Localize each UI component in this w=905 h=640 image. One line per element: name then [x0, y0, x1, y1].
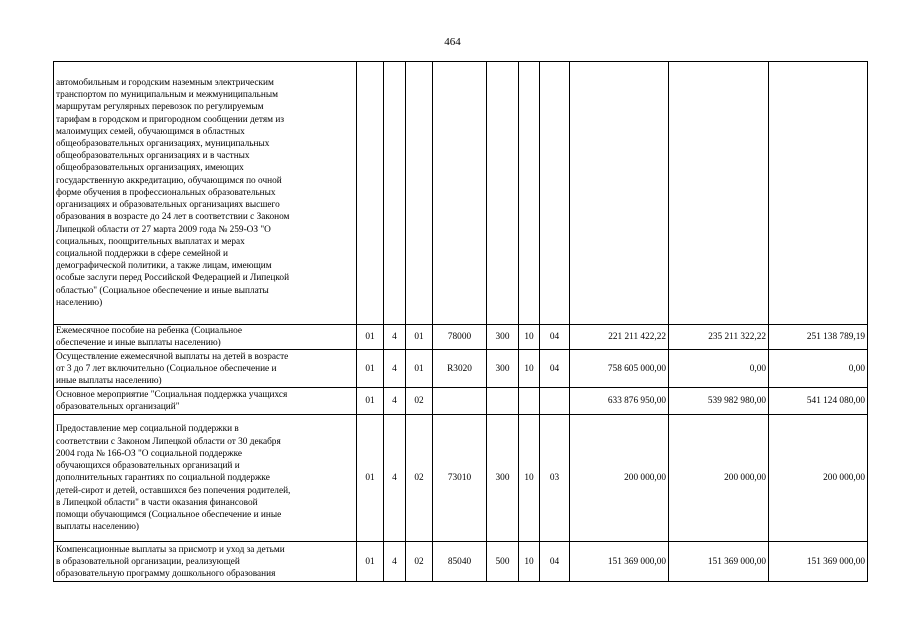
subsection-code: 03	[540, 415, 570, 542]
amount-year-3: 200 000,00	[769, 415, 868, 542]
direction-code	[433, 62, 487, 325]
row-description	[54, 325, 357, 350]
activity-code: 02	[406, 542, 433, 582]
expense-type-code	[487, 62, 519, 325]
section-code: 10	[519, 325, 540, 350]
subsection-code: 04	[540, 542, 570, 582]
description-line: общеобразовательных организациях, муниципальных	[56, 139, 270, 150]
description-line: тарифам в городском и пригородном сообщении детям из	[56, 114, 284, 125]
expense-type-code: 500	[487, 542, 519, 582]
description-line: населению)	[56, 297, 103, 308]
expense-type-code: 300	[487, 325, 519, 350]
activity-code: 01	[406, 325, 433, 350]
description-line: транспортом по муниципальным и межмуниципальным	[56, 90, 279, 101]
amount-year-1: 151 369 000,00	[570, 542, 669, 582]
row-description	[54, 62, 357, 325]
description-line: обучающихся образовательных организаций и	[56, 461, 240, 472]
description-line: выплаты населению)	[56, 522, 139, 533]
description-line: в Липецкой области" в части оказания финансовой	[56, 497, 258, 508]
section-code: 10	[519, 350, 540, 388]
program-code: 01	[357, 325, 384, 350]
amount-year-3	[769, 62, 868, 325]
description-line: социальных, поощрительных выплатах и мерах	[56, 236, 245, 247]
description-line: Основное мероприятие "Социальная поддержка учащихся	[56, 390, 288, 401]
amount-year-1: 758 605 000,00	[570, 350, 669, 388]
subprogram-code	[384, 62, 406, 325]
description-line: общеобразовательных организациях и в частных	[56, 151, 250, 162]
description-line: иные выплаты населению)	[56, 376, 162, 386]
row-description	[54, 542, 357, 582]
description-line: форме обучения в профессиональных образовательных	[56, 187, 276, 198]
activity-code	[406, 62, 433, 325]
amount-year-1: 200 000,00	[570, 415, 669, 542]
description-line: обеспечение и иные выплаты населению)	[56, 338, 221, 349]
amount-year-2: 151 369 000,00	[669, 542, 769, 582]
subsection-code	[540, 388, 570, 415]
activity-code: 02	[406, 415, 433, 542]
section-code: 10	[519, 542, 540, 582]
amount-year-1: 221 211 422,22	[570, 325, 669, 350]
amount-year-2: 235 211 322,22	[669, 325, 769, 350]
amount-year-3: 251 138 789,19	[769, 325, 868, 350]
description-line: соответствии с Законом Липецкой области от 30 декабря	[56, 436, 281, 447]
program-code	[357, 62, 384, 325]
description-line: автомобильным и городским наземным электрическим	[56, 78, 274, 89]
subprogram-code: 4	[384, 542, 406, 582]
section-code	[519, 388, 540, 415]
description-line: особые заслуги перед Российской Федерацией и Липецкой	[56, 273, 290, 284]
subprogram-code: 4	[384, 325, 406, 350]
description-line: помощи обучающимся (Социальное обеспечение и иные	[56, 509, 282, 520]
description-line: от 3 до 7 лет включительно (Социальное обеспечение и	[56, 363, 277, 374]
description-line: малоимущих семей, обучающимся в областных	[56, 126, 245, 137]
table-row	[54, 350, 868, 388]
description-line: Компенсационные выплаты за присмотр и уход за детьми	[56, 544, 285, 555]
section-code: 10	[519, 415, 540, 542]
direction-code: 73010	[433, 415, 487, 542]
section-code	[519, 62, 540, 325]
subprogram-code: 4	[384, 388, 406, 415]
subprogram-code: 4	[384, 350, 406, 388]
description-line: образования в возрасте до 24 лет в соответствии с Законом	[56, 212, 290, 223]
description-line: государственную аккредитацию, обучающимся по очной	[56, 175, 282, 186]
program-code: 01	[357, 415, 384, 542]
description-line: образовательных организаций"	[56, 402, 180, 413]
program-code: 01	[357, 388, 384, 415]
activity-code: 02	[406, 388, 433, 415]
program-code: 01	[357, 350, 384, 388]
description-line: детей-сирот и детей, оставшихся без попечения родителей,	[56, 485, 291, 496]
amount-year-3: 151 369 000,00	[769, 542, 868, 582]
direction-code: 78000	[433, 325, 487, 350]
table-row	[54, 542, 868, 582]
amount-year-3: 0,00	[769, 350, 868, 388]
amount-year-1: 633 876 950,00	[570, 388, 669, 415]
description-line: дополнительных гарантиях по социальной поддержке	[56, 473, 270, 484]
subprogram-code: 4	[384, 415, 406, 542]
subsection-code	[540, 62, 570, 325]
direction-code	[433, 388, 487, 415]
description-line: Осуществление ежемесячной выплаты на детей в возрасте	[56, 351, 289, 362]
amount-year-2: 539 982 980,00	[669, 388, 769, 415]
amount-year-1	[570, 62, 669, 325]
amount-year-3: 541 124 080,00	[769, 388, 868, 415]
amount-year-2	[669, 62, 769, 325]
description-line: 2004 года № 166-ОЗ "О социальной поддержке	[56, 448, 242, 459]
budget-table	[53, 61, 868, 582]
subsection-code: 04	[540, 325, 570, 350]
page-number: 464	[444, 36, 461, 48]
activity-code: 01	[406, 350, 433, 388]
row-description	[54, 415, 357, 542]
expense-type-code: 300	[487, 350, 519, 388]
table-row	[54, 388, 868, 415]
description-line: областью" (Социальное обеспечение и иные выплаты	[56, 285, 269, 296]
subsection-code: 04	[540, 350, 570, 388]
description-line: маршрутам регулярных перевозок по регулируемым	[56, 102, 264, 113]
table-row	[54, 325, 868, 350]
row-description	[54, 388, 357, 415]
amount-year-2: 0,00	[669, 350, 769, 388]
description-line: социальной поддержки в сфере семейной и	[56, 248, 229, 259]
description-line: образовательную программу дошкольного образования	[56, 569, 276, 579]
description-line: в образовательной организации, реализующей	[56, 556, 240, 567]
program-code: 01	[357, 542, 384, 582]
row-description	[54, 350, 357, 388]
expense-type-code	[487, 388, 519, 415]
table-row	[54, 62, 868, 325]
description-line: Предоставление мер социальной поддержки в	[56, 424, 239, 435]
description-line: Липецкой области от 27 марта 2009 года № 259-ОЗ "О	[56, 224, 271, 235]
direction-code: R3020	[433, 350, 487, 388]
amount-year-2: 200 000,00	[669, 415, 769, 542]
description-line: демографической политики, а также лицам, имеющим	[56, 261, 272, 272]
table-row	[54, 415, 868, 542]
description-line: организациях и образовательных организациях высшего	[56, 200, 280, 211]
description-line: общеобразовательных организациях, имеющих	[56, 163, 244, 174]
expense-type-code: 300	[487, 415, 519, 542]
direction-code: 85040	[433, 542, 487, 582]
description-line: Ежемесячное пособие на ребенка (Социальное	[56, 326, 242, 336]
